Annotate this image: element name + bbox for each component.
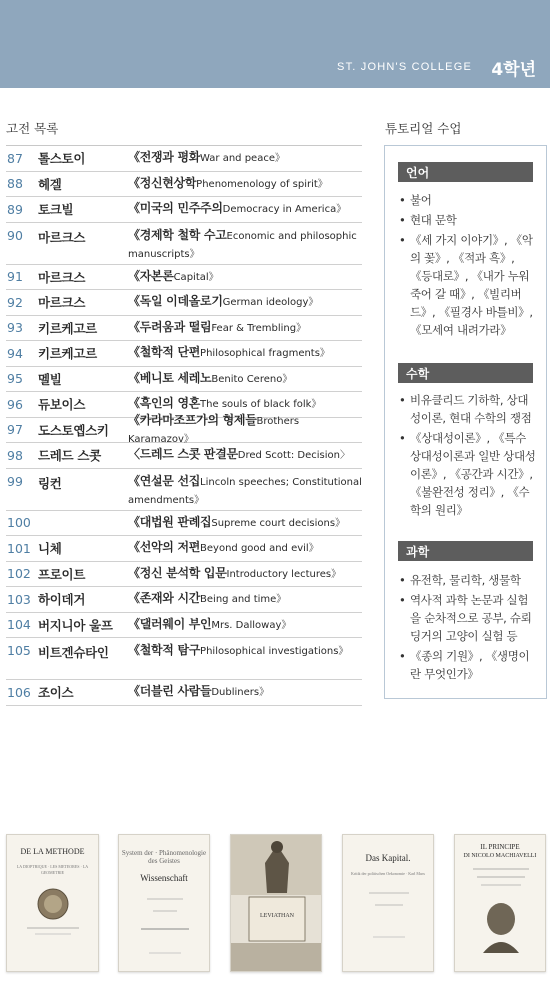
list-item: • 역사적 과학 논문과 실험을 순차적으로 공부, 슈뢰딩거의 고양이 실험 등 — [398, 591, 538, 645]
classic-title-en: Mrs. Dalloway》 — [211, 619, 292, 631]
classic-title-en: Beyond good and evil》 — [200, 543, 319, 555]
classic-author: 버지니아 울프 — [38, 617, 113, 633]
classic-number: 95 — [7, 371, 23, 387]
classic-author: 하이데거 — [38, 592, 86, 608]
classic-number: 105 — [7, 643, 31, 658]
cover-kapital — [342, 834, 434, 972]
section-bar-math: 수학 — [398, 363, 533, 383]
classic-number: 88 — [7, 176, 23, 192]
text-lines-icon — [343, 883, 434, 953]
cover-title: DE LA METHODE — [20, 847, 85, 856]
classic-row — [6, 146, 362, 172]
classic-title — [128, 539, 362, 557]
classic-title-ko: 《흑인의 영혼 — [128, 396, 201, 411]
section-bar-language: 언어 — [398, 162, 533, 182]
college-name: ST. JOHN'S COLLEGE — [337, 61, 472, 73]
classic-number: 102 — [7, 566, 31, 582]
list-item: • 《상대성이론》, 《특수 상대성이론과 일반 상대성이론》, 《공간과 시간》, 《불완전성 정리》, 《수학의 원리》 — [398, 429, 538, 519]
classic-row — [6, 197, 362, 223]
classic-title-en: Dred Scott: Decision〉 — [237, 450, 350, 462]
classic-number: 101 — [7, 540, 31, 556]
grade-label: 4학년 — [491, 60, 536, 80]
classic-row — [6, 443, 362, 469]
classic-number: 90 — [7, 227, 23, 243]
classic-number: 87 — [7, 150, 23, 166]
classic-author: 마르크스 — [38, 269, 86, 285]
classic-row — [6, 638, 362, 680]
classic-author: 톨스토이 — [38, 151, 86, 167]
list-item: • 현대 문학 — [398, 211, 538, 229]
classic-title — [128, 473, 362, 509]
classic-number: 106 — [7, 684, 31, 700]
list-item: • 유전학, 물리학, 생물학 — [398, 571, 538, 589]
text-lines-icon — [119, 889, 210, 969]
classic-title-ko: 《대법원 판례집 — [128, 514, 212, 529]
classic-title-en: Fear & Trembling》 — [211, 322, 307, 334]
classic-title-ko: 《댈러웨이 부인 — [128, 616, 212, 631]
classic-title-ko: 《베니토 세레노 — [128, 370, 212, 385]
classic-title-en: Capital》 — [173, 271, 219, 283]
classic-title-en: Brothers Karamazov》 — [128, 415, 300, 445]
classic-title-ko: 《카라마조프가의 형제들 — [128, 412, 257, 427]
cover-hegel — [118, 834, 210, 972]
classic-title-ko: 《경제학 철학 수고 — [128, 227, 227, 242]
classic-row — [6, 562, 362, 588]
cover-subtitle: DI NICOLO MACHIAVELLI — [463, 853, 537, 859]
classic-title — [128, 395, 362, 413]
classic-title-ko: 《더블린 사람들 — [128, 684, 212, 699]
classic-title-ko: 《두려움과 떨림 — [128, 319, 212, 334]
classic-title — [128, 200, 362, 218]
section-bar-science: 과학 — [398, 541, 533, 561]
classic-author: 니체 — [38, 541, 62, 557]
classic-number: 92 — [7, 294, 23, 310]
cover-title: IL PRINCIPE — [480, 843, 520, 851]
classic-author: 드레드 스콧 — [38, 448, 101, 464]
classic-title-ko: 《정신현상학 — [128, 175, 197, 190]
cover-subtitle: LA DIOPTRIQUE · LES METEORES · LA GEOMETRIE — [16, 864, 89, 875]
classics-list — [6, 145, 362, 706]
classic-author: 키르케고르 — [38, 346, 97, 362]
classic-author: 마르크스 — [38, 295, 86, 311]
classic-title-ko: 《선악의 저편 — [128, 540, 201, 555]
classic-title-en: War and peace》 — [200, 153, 285, 165]
classic-title-ko: 《철학적 탐구 — [128, 643, 201, 657]
classic-title — [128, 370, 362, 388]
classic-title — [128, 642, 362, 660]
classic-title-en: Being and time》 — [200, 594, 287, 606]
classic-title-ko: 《연설문 선집 — [128, 473, 201, 488]
classic-author: 토크빌 — [38, 202, 74, 218]
classic-title-en: Dubliners》 — [211, 687, 270, 699]
classic-title-ko: 《독일 이데올로기 — [128, 294, 223, 309]
classic-title — [128, 268, 362, 286]
classic-number: 93 — [7, 320, 23, 336]
classics-heading: 고전 목록 — [6, 121, 59, 136]
cover-title: Das Kapital. — [365, 853, 411, 863]
classic-title-ko: 《자본론 — [128, 268, 174, 283]
classic-title — [128, 293, 362, 311]
classic-title-en: Phenomenology of spirit》 — [196, 178, 328, 190]
classic-title-en: German ideology》 — [222, 297, 319, 309]
classic-title-en: Philosophical investigations》 — [200, 646, 349, 657]
portrait-icon — [455, 863, 546, 963]
classic-number: 94 — [7, 345, 23, 361]
classic-author: 듀보이스 — [38, 397, 86, 413]
cover-title: LEVIATHAN — [260, 913, 294, 919]
classic-title — [128, 149, 362, 167]
classic-number: 98 — [7, 447, 23, 463]
classic-title-ko: 《존재와 시간 — [128, 591, 201, 606]
classic-title-ko: 《미국의 민주주의 — [128, 201, 223, 216]
list-item: • 《종의 기원》, 《생명이란 무엇인가》 — [398, 647, 538, 683]
classic-title — [128, 227, 362, 263]
classic-number: 96 — [7, 396, 23, 412]
classic-author: 도스토옙스키 — [38, 422, 109, 438]
classic-title — [128, 590, 362, 608]
classic-row — [6, 412, 362, 445]
classic-author: 멜빌 — [38, 371, 62, 387]
section-list-math — [398, 391, 538, 521]
classic-row — [6, 341, 362, 367]
classic-title-en: Lincoln speeches; Constitutional amendments》 — [128, 476, 362, 506]
classic-number: 91 — [7, 269, 23, 285]
classic-title — [128, 344, 362, 362]
classic-row — [6, 265, 362, 291]
classic-title — [128, 319, 362, 337]
classic-number: 104 — [7, 617, 31, 633]
classic-title — [128, 514, 362, 532]
tutorial-heading: 튜토리얼 수업 — [385, 121, 462, 136]
classic-author: 프로이트 — [38, 566, 86, 582]
classic-author: 마르크스 — [38, 229, 86, 245]
page-header — [0, 0, 550, 88]
tutorial-box — [384, 145, 547, 699]
classic-title-ko: 《전쟁과 평화 — [128, 150, 201, 165]
cover-machiavelli — [454, 834, 546, 972]
classic-author: 링컨 — [38, 475, 62, 491]
section-list-science — [398, 571, 538, 685]
classic-title — [128, 175, 362, 193]
classic-title-en: Introductory lectures》 — [226, 568, 342, 580]
cover-title: Wissenschaft — [140, 873, 188, 883]
classic-number: 103 — [7, 591, 31, 607]
classic-title-ko: 《정신 분석학 입문 — [128, 565, 227, 580]
classic-title-ko: 《철학적 단편 — [128, 345, 201, 360]
cover-subtitle: Kritik der politischen Oekonomie · Karl Marx — [351, 871, 425, 876]
cover-descartes — [6, 834, 99, 972]
classic-row — [6, 613, 362, 639]
list-item: • 《세 가지 이야기》, 《악의 꽃》, 《적과 흑》, 《등대로》, 《내가 누워 죽어 갈 때》, 《빌리버드》, 《필경사 바틀비》, 《모세여 내려가라》 — [398, 231, 538, 339]
classic-author: 비트겐슈타인 — [38, 645, 109, 660]
classic-number: 99 — [7, 473, 23, 489]
classic-row — [6, 172, 362, 198]
classic-number: 100 — [7, 515, 31, 531]
classic-title-en: Democracy in America》 — [222, 204, 347, 216]
list-item: • 비유클리드 기하학, 상대성이론, 현대 수학의 쟁점 — [398, 391, 538, 427]
emblem-icon — [7, 882, 99, 942]
classic-row — [6, 536, 362, 562]
classic-row — [6, 316, 362, 342]
section-list-language — [398, 191, 538, 341]
classic-title-en: Philosophical fragments》 — [200, 348, 330, 360]
classic-row — [6, 680, 362, 706]
classic-title-en: Supreme court decisions》 — [211, 517, 346, 529]
list-item: • 불어 — [398, 191, 538, 209]
leviathan-illustration-icon — [231, 835, 322, 972]
classic-title — [128, 412, 362, 448]
classic-number: 97 — [7, 422, 23, 438]
classic-title — [128, 446, 362, 464]
classic-row — [6, 587, 362, 613]
classic-title-ko: 〈드레드 스콧 판결문 — [128, 447, 238, 462]
classic-author: 키르케고르 — [38, 320, 97, 336]
classic-title — [128, 683, 362, 701]
classic-row — [6, 290, 362, 316]
cover-subtitle: System der · Phänomenologie des Geistes — [121, 849, 207, 865]
classic-row — [6, 469, 362, 511]
classic-row — [6, 223, 362, 265]
classic-row — [6, 367, 362, 393]
classic-title — [128, 565, 362, 583]
classic-row — [6, 511, 362, 537]
book-covers — [0, 834, 550, 974]
classic-title-en: The souls of black folk》 — [200, 399, 322, 411]
classic-title-en: Benito Cereno》 — [211, 373, 293, 385]
classic-title-en: Economic and philosophic manuscripts》 — [128, 230, 357, 260]
cover-leviathan — [230, 834, 322, 972]
classic-author: 조이스 — [38, 685, 74, 701]
classic-author: 헤겔 — [38, 176, 62, 192]
classic-number: 89 — [7, 201, 23, 217]
classic-title — [128, 616, 362, 634]
